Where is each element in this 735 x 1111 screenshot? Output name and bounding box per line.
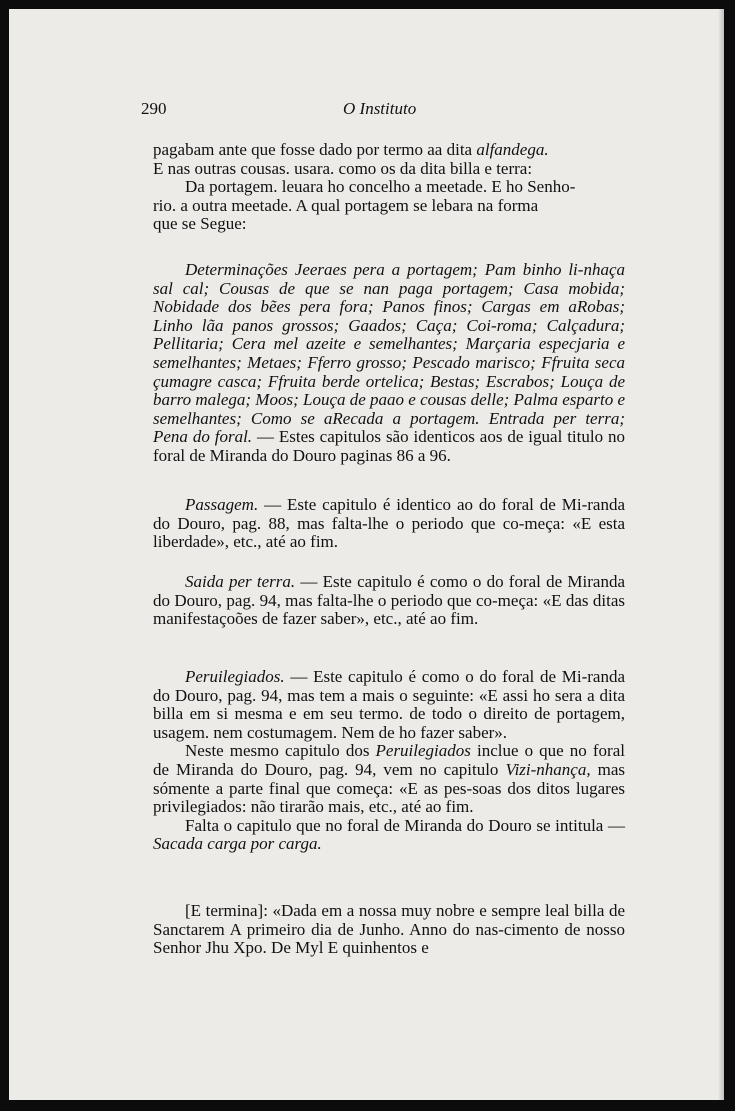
text-line: [153, 141, 625, 160]
paragraph-portagem-intro: [153, 141, 625, 234]
text-run: — Estes capitulos são identicos aos de igual titulo no foral de Miranda do Douro paginas 86 a 96.: [153, 427, 626, 465]
text-line: rio. a outra meetade. A qual portagem se lebara na forma: [153, 195, 539, 215]
text-block: [153, 742, 625, 816]
text-run-italic: alfandega.: [476, 140, 549, 159]
text-run-italic: Peruilegiados: [375, 741, 471, 761]
text-run: inclue o que no foral de Miranda do Douro, pag. 94, vem no capitulo: [153, 741, 625, 779]
text-run-italic: Sacada carga por carga.: [153, 834, 322, 854]
paragraph-peruilegiados: [153, 668, 625, 854]
page-number: 290: [141, 99, 167, 118]
text-block: [153, 817, 625, 854]
text-run: — Este capitulo é como o do foral de Miranda do Douro, pag. 94, mas falta-lhe o periodo que co-meça: «E das ditas manifestaçoões de fazer saber», etc., até ao fim.: [153, 572, 625, 629]
text-block: [153, 668, 625, 742]
text-run: mas sómente a parte final que começa: «E as pes-soas dos ditos lugares privilegiados: não tirarão mais, etc., até ao fim.: [153, 759, 625, 817]
text-block: [153, 496, 625, 552]
running-header: [9, 99, 724, 123]
paragraph-saida: [153, 573, 625, 629]
section-title: Saida per terra.: [185, 572, 296, 591]
paragraph-determinacoes: [153, 261, 625, 466]
section-title: Passagem.: [185, 495, 259, 514]
text-run: Neste mesmo capitulo dos: [185, 741, 376, 761]
paragraph-passagem: [153, 496, 625, 552]
text-block: [E termina]: «Dada em a nossa muy nobre e sempre leal billa de Sanctarem A primeiro dia de Junho. Anno do nas-cimento de nosso Senhor Jhu Xpo. De Myl E quinhentos e: [153, 901, 625, 958]
text-line: Da portagem. leuara ho concelho a meetade. E ho Senho-: [185, 177, 576, 197]
text-line: E nas outras cousas. usara. como os da dita billa e terra:: [153, 158, 533, 178]
paragraph-termina: [153, 902, 625, 958]
text-block: [153, 573, 625, 629]
text-run: — Este capitulo é identico ao do foral de Mi-randa do Douro, pag. 88, mas falta-lhe o periodo que co-meça: «E esta liberdade», etc., até ao fim.: [153, 495, 625, 552]
chapter-list-italic: Determinações Jeeraes pera a portagem; Pam binho li-nhaça sal cal; Cousas de que se nan paga portagem; Casa mobida; Nobidade dos bẽes pera fora; Panos finos; Cargas em aRobas; Linho lãa panos grossos; Gaados; Caça; Coi-roma; Calçadura; Pellitaria; Cera mel azeite e semelhantes; Marçaria especjaria e semelhantes; Metaes; Fferro grosso; Pescado marisco; Ffruita seca çumagre casca; Ffruita berde ortelica; Bestas; Escrabos; Louça de barro malega; Moos; Louça de paao e cousas delle; Palma esparto e semelhantes; Como se aRecada a portagem. Entrada per terra; Pena do foral.: [153, 260, 625, 447]
section-title: Peruilegiados.: [185, 667, 285, 686]
text-run-italic: Vizi-nhança,: [505, 759, 591, 779]
book-page: [9, 9, 724, 1100]
text-run: pagabam ante que fosse dado por termo aa dita: [153, 140, 477, 159]
text-run: — Este capitulo é como o do foral de Mi-randa do Douro, pag. 94, mas tem a mais o seguinte: «E assi ho sera a dita billa em si mesma e em seu termo. de todo o direito de portagem, usagem. nem costumagem. Nem de ho fazer saber».: [153, 667, 625, 742]
text-block: [153, 261, 625, 466]
text-line: que se Segue:: [153, 214, 247, 234]
running-title: O Instituto: [343, 99, 417, 118]
text-run: Falta o capitulo que no foral de Miranda do Douro se intitula —: [185, 815, 625, 835]
